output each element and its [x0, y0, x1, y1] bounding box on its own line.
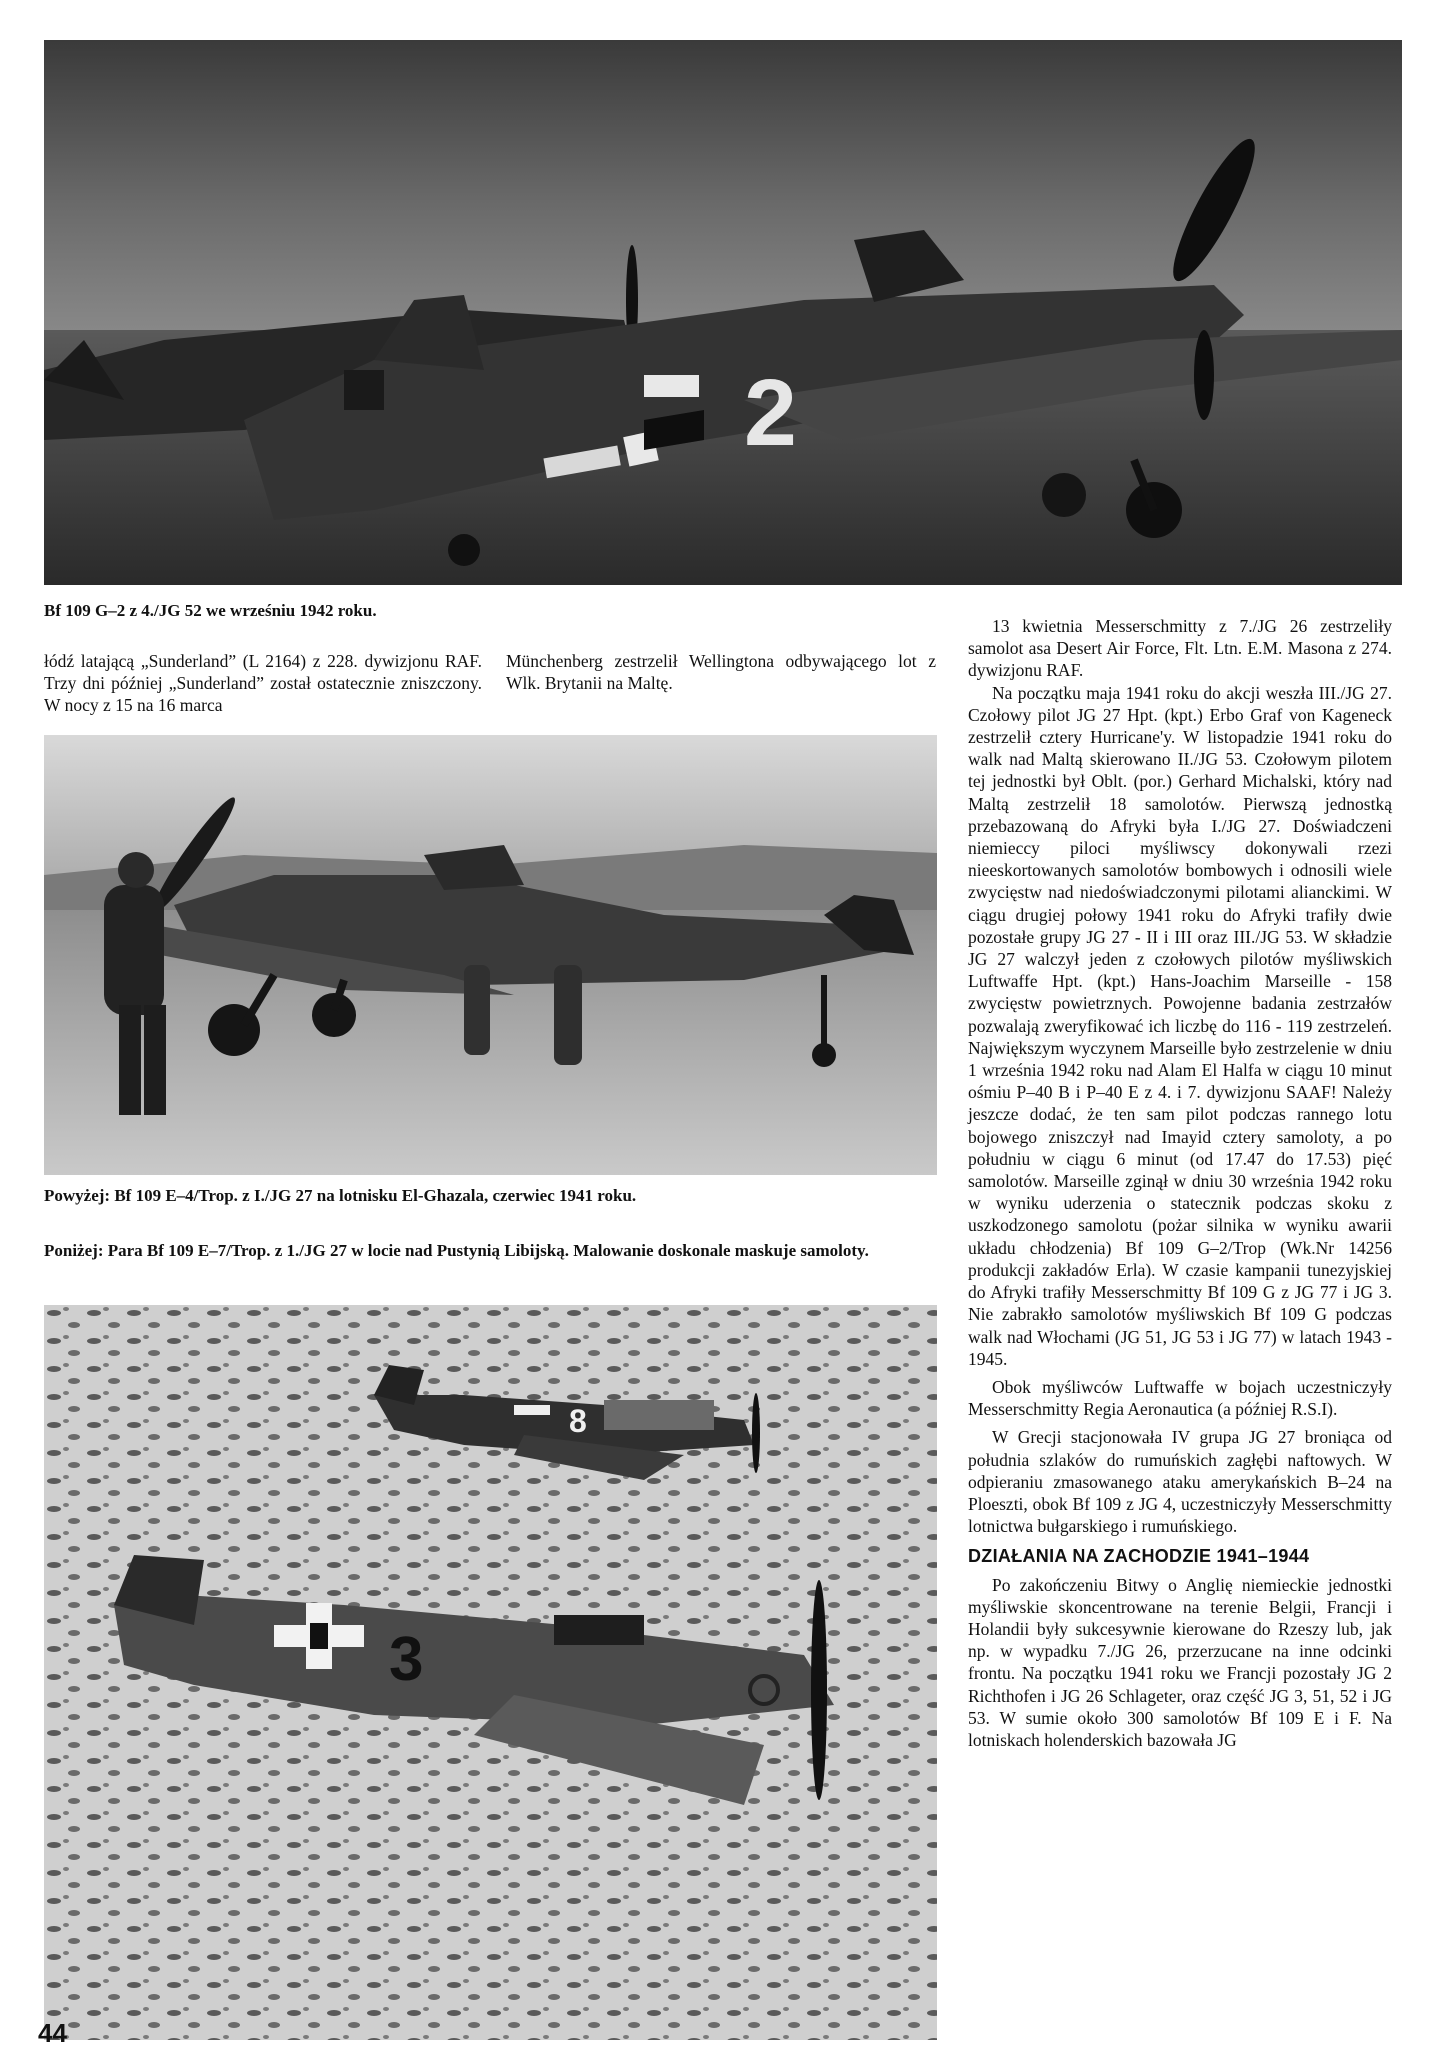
col3-paragraph-3: Obok myśliwców Luftwaffe w bojach uczestniczyły Messerschmitty Regia Aeronautica (a później R.S.I).: [968, 1376, 1392, 1420]
col3-paragraph-4: W Grecji stacjonowała IV grupa JG 27 broniąca od południa szlaków do rumuńskich zagłębi naftowych. W odpieraniu zmasowanego ataku amerykańskich B–24 na Ploeszti, obok Bf 109 z JG 4, uczestniczyły Messerschmitty lotnictwa bułgarskiego i rumuńskiego.: [968, 1427, 1392, 1537]
column-1-paragraph: łódź latającą „Sunderland” (L 2164) z 228. dywizjonu RAF. Trzy dni później „Sunderland” został ostatecznie zniszczony. W nocy z 15 na 16 marca: [44, 651, 482, 716]
col3-paragraph-2: Na początku maja 1941 roku do akcji weszła III./JG 27. Czołowy pilot JG 27 Hpt. (kpt.) Erbo Graf von Kageneck zestrzelił cztery Hurricane'y. W listopadzie 1941 roku do walk nad Maltą skierowano II./JG 53. Czołowym pilotem tej jednostki był Oblt. (por.) Gerhard Michalski, który nad Maltą zestrzelił 18 samolotów. Pierwszą jednostką przebazowaną do Afryki była I./JG 27. Doświadczeni niemieccy piloci myśliwscy dokonywali rzezi nieeskortowanych samolotów bombowych i odnosili wiele zwycięstw nad niedoświadczonymi pilotami alianckimi. W ciągu drugiej połowy 1941 roku do Afryki trafiły dwie pozostałe grupy JG 27 - II i III oraz III./JG 53. W składzie JG 27 walczył jeden z czołowych pilotów myśliwskich Luftwaffe Hpt. (kpt.) Hans-Joachim Marseille - 158 zwycięstw powietrznych. Powojenne badania zestrzałów pozwalają zweryfikować ich liczbę do 116 - 119 zestrzeleń. Największym wyczynem Marseille było zestrzelenie w dniu 1 września 1942 roku nad Alam El Halfa w ciągu 10 minut ośmiu P–40 B i P–40 E z 4. i 7. dywizjonu SAAF! Należy jeszcze dodać, że ten sam pilot podczas rannego lotu bojowego zniszczył nad Imayid cztery samoloty, a po południu w ciągu 6 minut (od 17.47 do 17.53) pięć samolotów. Marseille zginął w dniu 30 września 1942 roku w wyniku uderzenia o statecznik podczas skoku z uszkodzonego samolotu (pożar silnika w wyniku awarii układu chłodzenia) Bf 109 G–2/Trop (Wk.Nr 14256 produkcji zakładów Erla). W czasie kampanii tunezyjskiej do Afryki trafiły Messerschmitty Bf 109 G z JG 77 i JG 3. Nie zabrakło samolotów myśliwskich Bf 109 G podczas walk nad Włochami (JG 51, JG 53 i JG 77) w latach 1943 - 1945.: [968, 682, 1392, 1369]
caption-middle-photo: Powyżej: Bf 109 E–4/Trop. z I./JG 27 na lotnisku El-Ghazala, czerwiec 1941 roku.: [44, 1186, 637, 1205]
page-number: 44: [38, 2018, 67, 2048]
caption-top-photo: Bf 109 G–2 z 4./JG 52 we wrześniu 1942 roku.: [44, 601, 377, 620]
column-2-paragraph: Münchenberg zestrzelił Wellingtona odbywającego lot z Wlk. Brytanii na Maltę.: [506, 651, 936, 694]
section-heading: DZIAŁANIA NA ZACHODZIE 1941–1944: [968, 1546, 1310, 1567]
photo-top-bf109g-pair: [44, 40, 1402, 585]
column-2-text: [506, 650, 936, 694]
column-1-text: [44, 650, 482, 717]
photo-bottom-bf109e-flight: [44, 1305, 937, 2040]
column-3-text: [968, 615, 1392, 1751]
top-plane-number-marking: 2: [744, 360, 797, 466]
photo-top-drawing: [44, 40, 1402, 585]
caption-bottom-photo: Poniżej: Para Bf 109 E–7/Trop. z 1./JG 27 w locie nad Pustynią Libijską. Malowanie doskonale maskuje samoloty.: [44, 1241, 869, 1260]
far-plane-number-marking: 8: [569, 1403, 587, 1439]
col3-paragraph-1: 13 kwietnia Messerschmitty z 7./JG 26 zestrzeliły samolot asa Desert Air Force, Flt. Ltn. E.M. Masona z 274. dywizjonu RAF.: [968, 616, 1392, 681]
photo-middle-bf109e-airfield: [44, 735, 937, 1175]
photo-middle-drawing: [44, 735, 937, 1175]
near-plane-number-marking: 3: [389, 1625, 424, 1694]
photo-bottom-drawing: [44, 1305, 937, 2040]
col3-paragraph-5: Po zakończeniu Bitwy o Anglię niemieckie jednostki myśliwskie skoncentrowane na terenie Belgii, Francji i Holandii były sukcesywnie kierowane do Rzeszy lub, jak np. w wypadku 7./JG 26, przerzucane na inne odcinki frontu. Na początku 1941 roku we Francji pozostały JG 2 Richthofen i JG 26 Schlageter, oraz część JG 3, 51, 52 i JG 53. W sumie około 300 samolotów Bf 109 E i F. Na lotniskach holenderskich bazowała JG: [968, 1574, 1392, 1750]
